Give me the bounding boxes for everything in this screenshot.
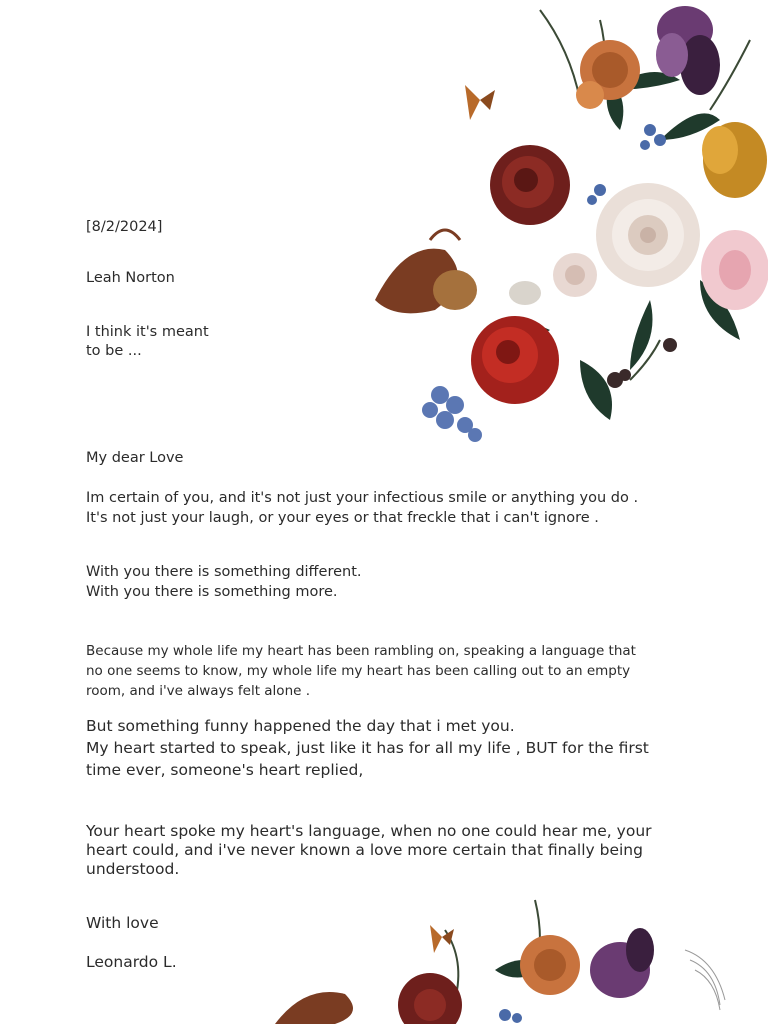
note-line: to be ... [86, 343, 142, 359]
floral-bouquet-bottom [265, 890, 745, 1024]
paragraph-2 [86, 562, 362, 602]
note [86, 323, 209, 361]
paragraph-line: heart could, and i've never known a love more certain that finally being [86, 841, 643, 859]
paragraph-line: no one seems to know, my whole life my heart has been calling out to an empty [86, 663, 631, 679]
paragraph-line: time ever, someone's heart replied, [86, 761, 364, 779]
paragraph-line: With you there is something more. [86, 584, 338, 600]
paragraph-line: But something funny happened the day that i met you. [86, 717, 515, 735]
closing: With love [86, 914, 159, 932]
recipient-name: Leah Norton [86, 270, 175, 286]
note-line: I think it's meant [86, 324, 209, 340]
greeting: My dear Love [86, 450, 184, 466]
paragraph-line: My heart started to speak, just like it has for all my life , BUT for the first [86, 739, 649, 757]
paragraph-3 [86, 641, 636, 701]
signature: Leonardo L. [86, 953, 177, 971]
paragraph-line: room, and i've always felt alone . [86, 683, 311, 699]
paragraph-line: Because my whole life my heart has been rambling on, speaking a language that [86, 643, 636, 659]
paragraph-line: With you there is something different. [86, 564, 362, 580]
paragraph-5 [86, 822, 652, 879]
letter-date: [8/2/2024] [86, 219, 163, 235]
paragraph-1 [86, 488, 638, 528]
paragraph-line: understood. [86, 860, 180, 878]
paragraph-line: Your heart spoke my heart's language, when no one could hear me, your [86, 822, 652, 840]
floral-bouquet-top [360, 0, 768, 460]
paragraph-line: It's not just your laugh, or your eyes or that freckle that i can't ignore . [86, 510, 599, 526]
paragraph-line: Im certain of you, and it's not just your infectious smile or anything you do . [86, 490, 639, 506]
paragraph-4 [86, 715, 649, 781]
